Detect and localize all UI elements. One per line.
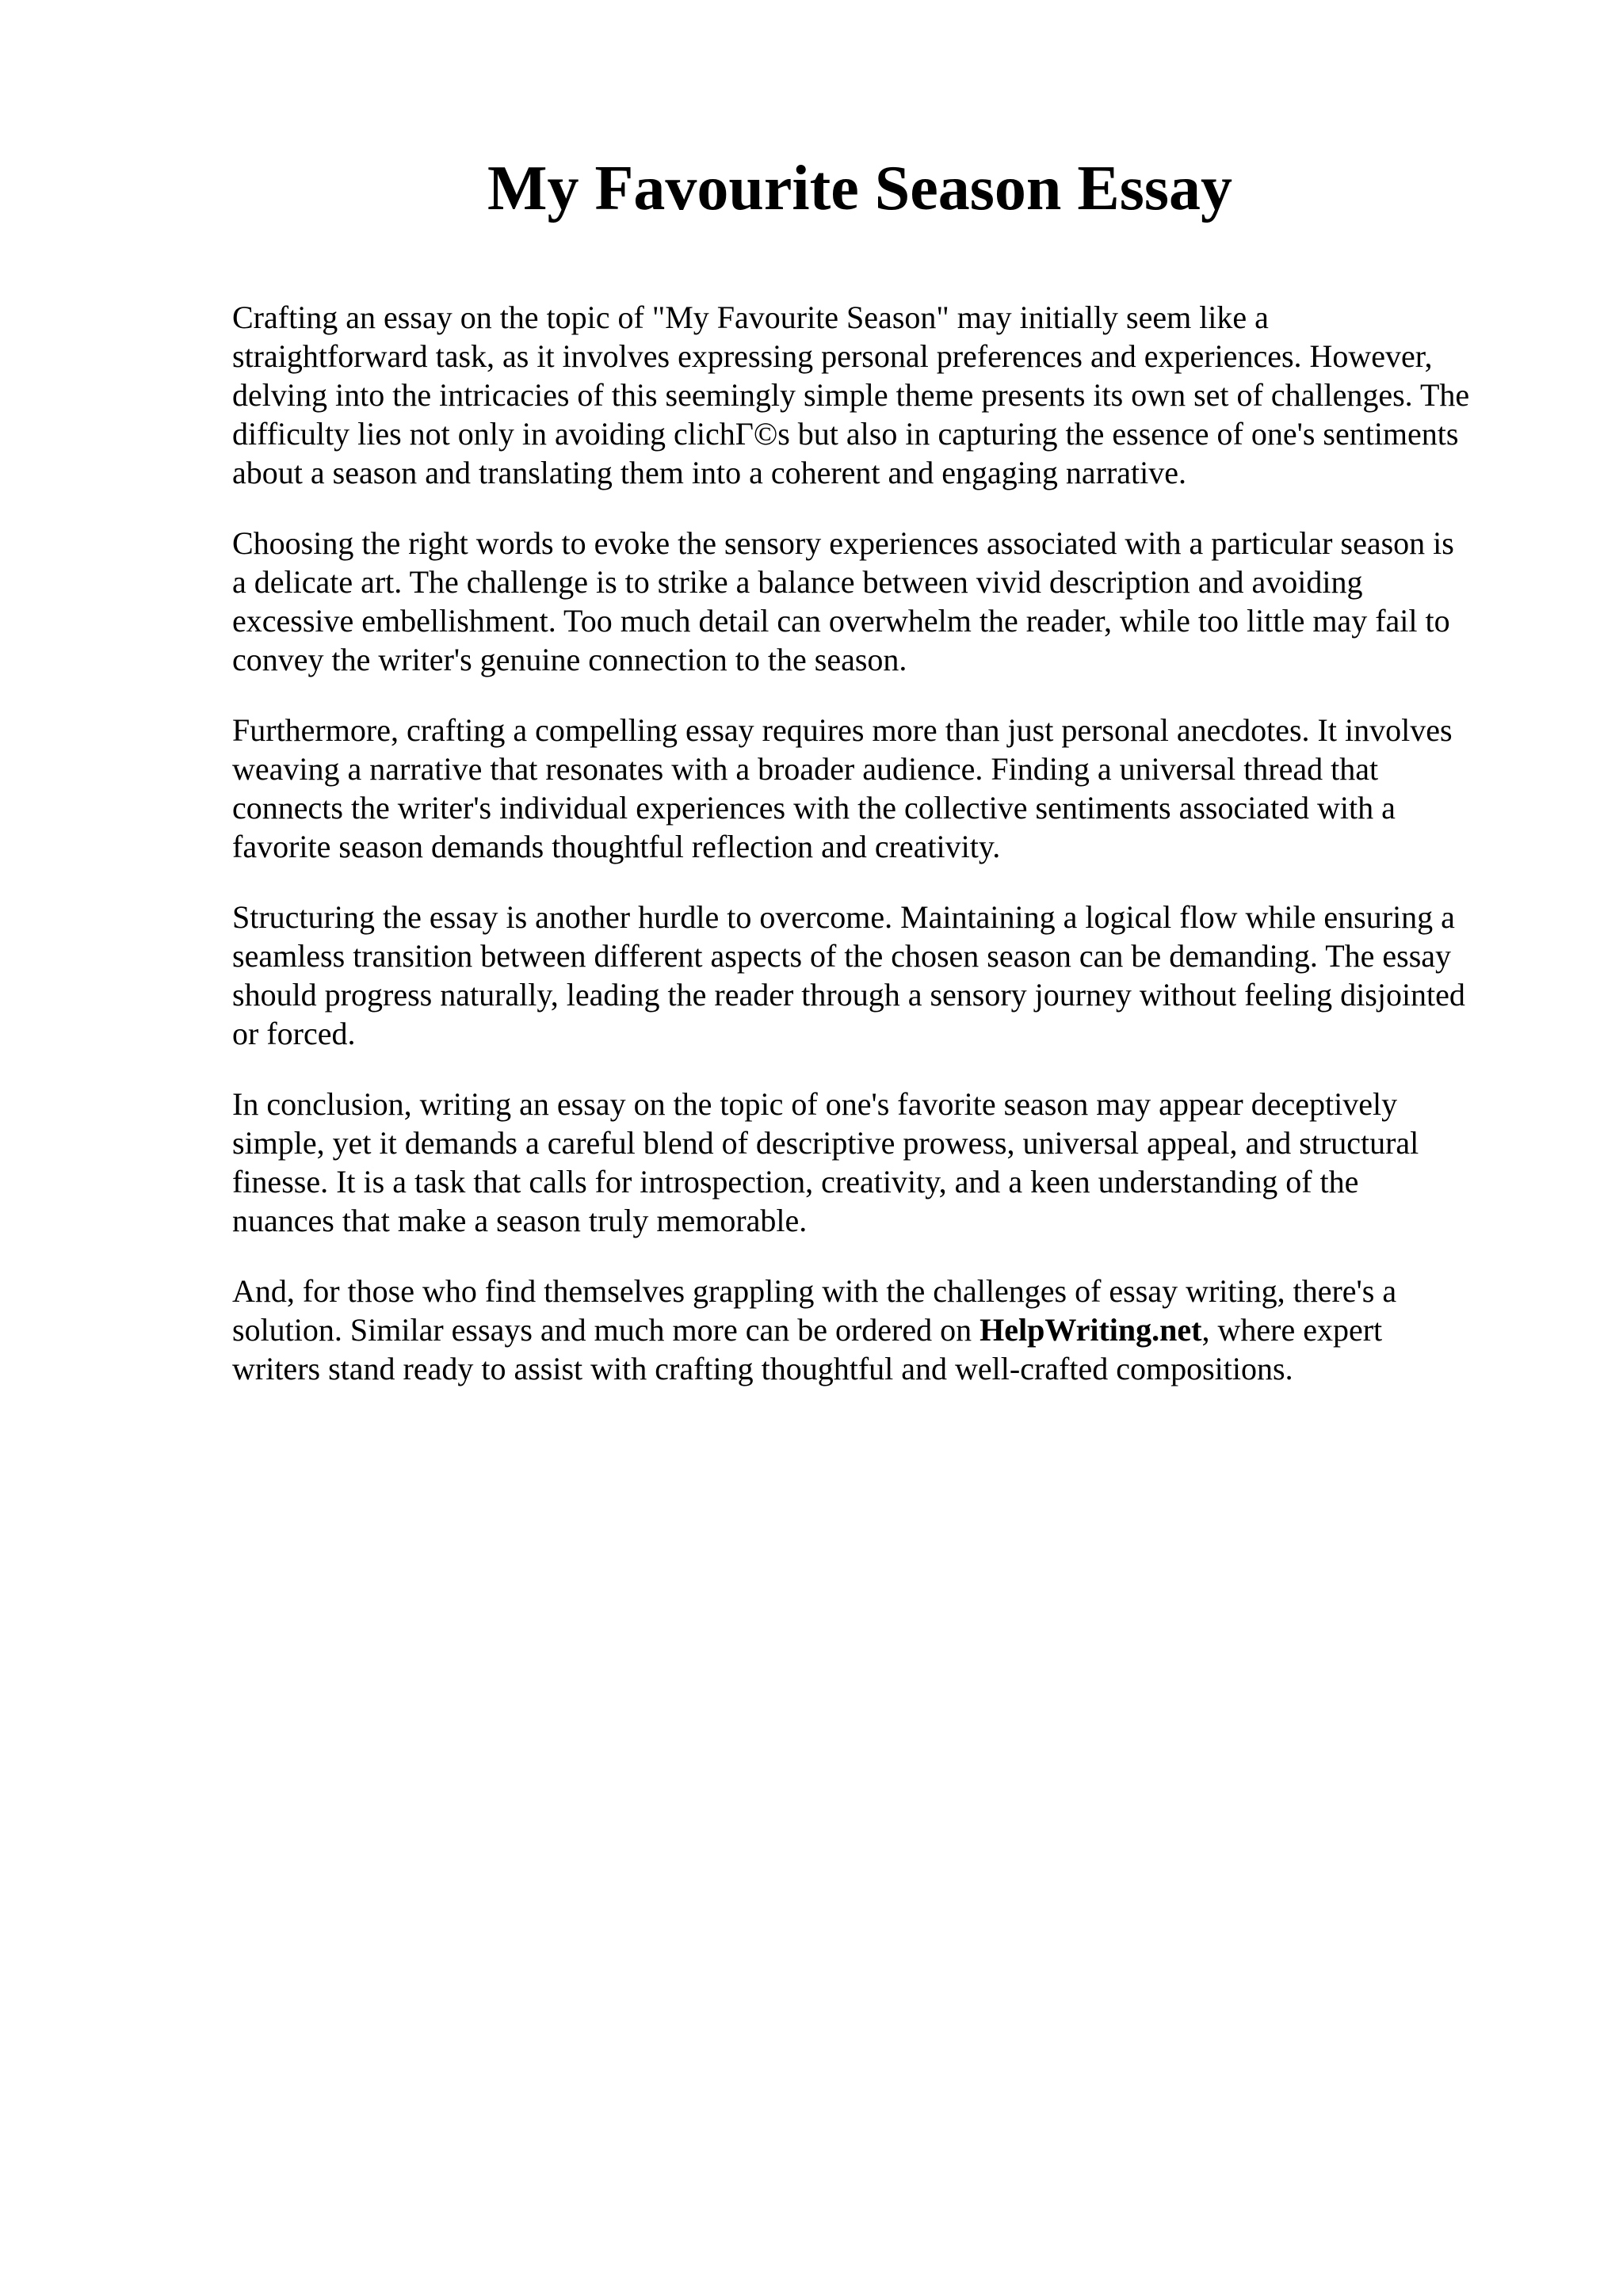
text-line: straightforward task, as it involves expressing personal preferences and experiences. However, [232, 338, 1433, 374]
page-title: My Favourite Season Essay [487, 154, 1232, 223]
paragraph-1 [232, 298, 1516, 492]
text-line: writers stand ready to assist with crafting thoughtful and well-crafted compositions. [232, 1351, 1293, 1386]
text-line: connects the writer's individual experiences with the collective sentiments associated with a [232, 790, 1396, 826]
text-line [232, 1310, 1516, 1349]
paragraph-4 [232, 898, 1516, 1053]
text-line: seamless transition between different aspects of the chosen season can be demanding. The essay [232, 938, 1452, 974]
text-line: Furthermore, crafting a compelling essay requires more than just personal anecdotes. It involves [232, 712, 1453, 748]
text-line: Choosing the right words to evoke the sensory experiences associated with a particular season is [232, 525, 1454, 561]
text-line: about a season and translating them into a coherent and engaging narrative. [232, 455, 1187, 490]
text-line: finesse. It is a task that calls for introspection, creativity, and a keen understanding of the [232, 1164, 1359, 1199]
text-line: In conclusion, writing an essay on the topic of one's favorite season may appear deceptively [232, 1086, 1398, 1122]
text-line: And, for those who find themselves grappling with the challenges of essay writing, there's a [232, 1273, 1397, 1309]
text-line: favorite season demands thoughtful reflection and creativity. [232, 829, 1001, 864]
brand-name: HelpWriting.net [980, 1312, 1202, 1348]
paragraph-3 [232, 711, 1516, 866]
paragraph-5 [232, 1085, 1516, 1240]
essay-body [232, 298, 1516, 1420]
text-line: difficulty lies not only in avoiding clichΓ©s but also in capturing the essence of one's sentiments [232, 416, 1459, 452]
text-line: weaving a narrative that resonates with a broader audience. Finding a universal thread that [232, 751, 1379, 787]
text-line: delving into the intricacies of this seemingly simple theme presents its own set of challenges. The [232, 377, 1470, 413]
text-line: should progress naturally, leading the reader through a sensory journey without feeling disjointed [232, 977, 1465, 1013]
text-line: a delicate art. The challenge is to strike a balance between vivid description and avoiding [232, 564, 1363, 600]
paragraph-closing [232, 1272, 1516, 1388]
text-line: convey the writer's genuine connection to the season. [232, 642, 907, 677]
text-line: Crafting an essay on the topic of "My Favourite Season" may initially seem like a [232, 299, 1269, 335]
text-segment: , where expert [1201, 1312, 1383, 1348]
text-line: or forced. [232, 1016, 356, 1051]
text-segment: solution. Similar essays and much more can be ordered on [232, 1312, 980, 1348]
text-line: excessive embellishment. Too much detail can overwhelm the reader, while too little may fail to [232, 603, 1450, 639]
text-line: Structuring the essay is another hurdle to overcome. Maintaining a logical flow while ensuring a [232, 899, 1455, 935]
text-line: simple, yet it demands a careful blend of descriptive prowess, universal appeal, and structural [232, 1125, 1419, 1161]
paragraph-2 [232, 524, 1516, 679]
text-line: nuances that make a season truly memorable. [232, 1203, 808, 1238]
